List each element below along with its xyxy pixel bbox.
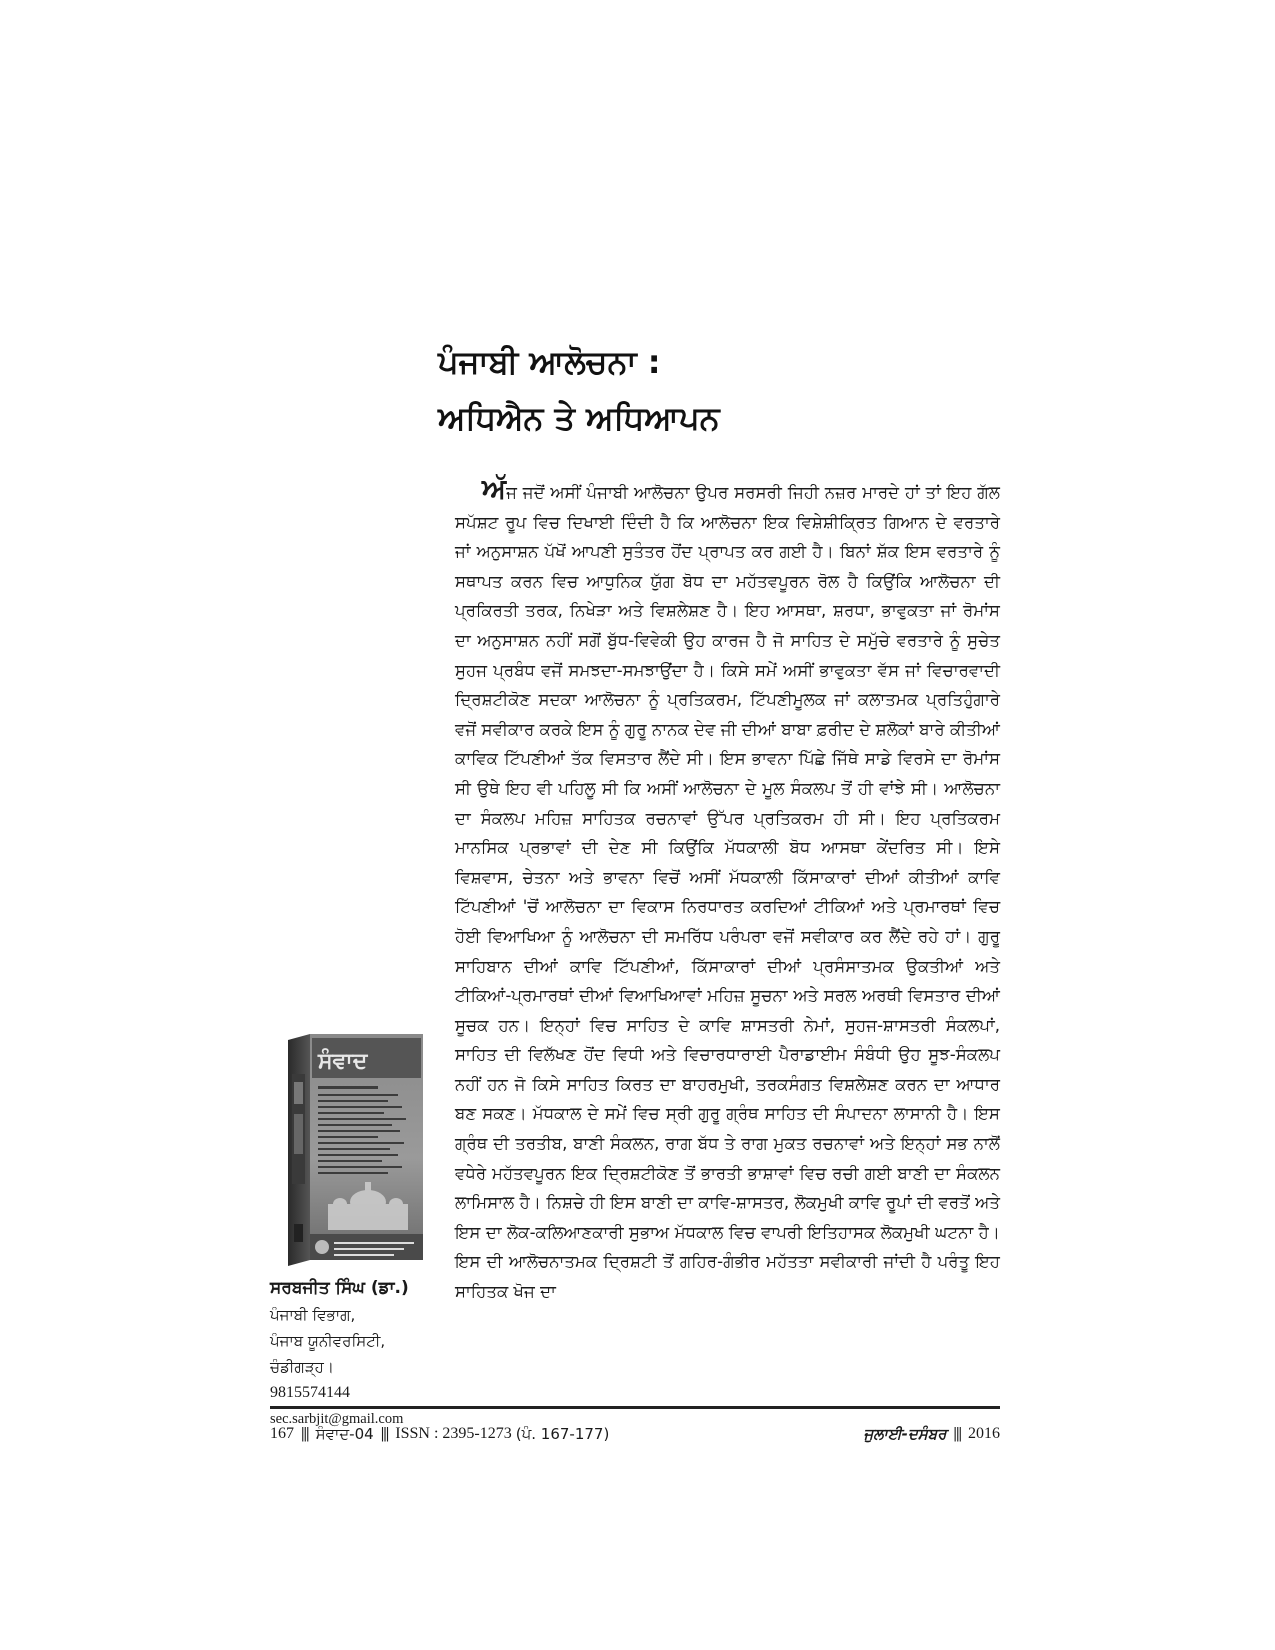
page-footer <box>270 1419 1000 1449</box>
author-email: sec.sarbjit@gmail.com <box>270 1411 404 1427</box>
footer-separator: ||| <box>953 1425 961 1442</box>
article-body-text: ਜ ਜਦੋਂ ਅਸੀਂ ਪੰਜਾਬੀ ਆਲੋਚਨਾ ਉਪਰ ਸਰਸਰੀ ਜਿਹੀ ਨਜ਼ਰ ਮਾਰਦੇ ਹਾਂ ਤਾਂ ਇਹ ਗੱਲ ਸਪੱਸ਼ਟ ਰੂਪ ਵਿਚ ਦਿਖਾਈ ਦਿੰਦੀ ਹੈ ਕਿ ਆਲੋਚਨਾ ਇਕ ਵਿਸ਼ੇਸ਼ੀਕ੍ਰਿਤ ਗਿਆਨ ਦੇ ਵਰਤਾਰੇ ਜਾਂ ਅਨੁਸਾਸ਼ਨ ਪੱਖੋਂ ਆਪਣੀ ਸੁਤੰਤਰ ਹੋਂਦ ਪ੍ਰਾਪਤ ਕਰ ਗਈ ਹੈ। ਬਿਨਾਂ ਸ਼ੱਕ ਇਸ ਵਰਤਾਰੇ ਨੂੰ ਸਥਾਪਤ ਕਰਨ ਵਿਚ ਆਧੁਨਿਕ ਯੁੱਗ ਬੋਧ ਦਾ ਮਹੱਤਵਪੂਰਨ ਰੋਲ ਹੈ ਕਿਉਂਕਿ ਆਲੋਚਨਾ ਦੀ ਪ੍ਰਕਿਰਤੀ ਤਰਕ, ਨਿਖੇੜਾ ਅਤੇ ਵਿਸ਼ਲੇਸ਼ਣ ਹੈ। ਇਹ ਆਸਥਾ, ਸ਼ਰਧਾ, ਭਾਵੁਕਤਾ ਜਾਂ ਰੋਮਾਂਸ ਦਾ ਅਨੁਸਾਸ਼ਨ ਨਹੀਂ ਸਗੋਂ ਬੁੱਧ-ਵਿਵੇਕੀ ਉਹ ਕਾਰਜ ਹੈ ਜੋ ਸਾਹਿਤ ਦੇ ਸਮੁੱਚੇ ਵਰਤਾਰੇ ਨੂੰ ਸੁਚੇਤ ਸੁਹਜ ਪ੍ਰਬੰਧ ਵਜੋਂ ਸਮਝਦਾ-ਸਮਝਾਉਂਦਾ ਹੈ। ਕਿਸੇ ਸਮੇਂ ਅਸੀਂ ਭਾਵੁਕਤਾ ਵੱਸ ਜਾਂ ਵਿਚਾਰਵਾਦੀ ਦ੍ਰਿਸ਼ਟੀਕੋਣ ਸਦਕਾ ਆਲੋਚਨਾ ਨੂੰ ਪ੍ਰਤਿਕਰਮ, ਟਿੱਪਣੀਮੂਲਕ ਜਾਂ ਕਲਾਤਮਕ ਪ੍ਰਤਿਹੁੰਗਾਰੇ ਵਜੋਂ ਸਵੀਕਾਰ ਕਰਕੇ ਇਸ ਨੂੰ ਗੁਰੂ ਨਾਨਕ ਦੇਵ ਜੀ ਦੀਆਂ ਬਾਬਾ ਫ਼ਰੀਦ ਦੇ ਸ਼ਲੋਕਾਂ ਬਾਰੇ ਕੀਤੀਆਂ ਕਾਵਿਕ ਟਿੱਪਣੀਆਂ ਤੱਕ ਵਿਸਤਾਰ ਲੈਂਦੇ ਸੀ। ਇਸ ਭਾਵਨਾ ਪਿੱਛੇ ਜਿੱਥੇ ਸਾਡੇ ਵਿਰਸੇ ਦਾ ਰੋਮਾਂਸ ਸੀ ਉਥੇ ਇਹ ਵੀ ਪਹਿਲੂ ਸੀ ਕਿ ਅਸੀਂ ਆਲੋਚਨਾ ਦੇ ਮੂਲ ਸੰਕਲਪ ਤੋਂ ਹੀ ਵਾਂਝੇ ਸੀ। ਆਲੋਚਨਾ ਦਾ ਸੰਕਲਪ ਮਹਿਜ਼ ਸਾਹਿਤਕ ਰਚਨਾਵਾਂ ਉੱਪਰ ਪ੍ਰਤਿਕਰਮ ਹੀ ਸੀ। ਇਹ ਪ੍ਰਤਿਕਰਮ ਮਾਨਸਿਕ ਪ੍ਰਭਾਵਾਂ ਦੀ ਦੇਣ ਸੀ ਕਿਉਂਕਿ ਮੱਧਕਾਲੀ ਬੋਧ ਆਸਥਾ ਕੇਂਦਰਿਤ ਸੀ। ਇਸੇ ਵਿਸ਼ਵਾਸ, ਚੇਤਨਾ ਅਤੇ ਭਾਵਨਾ ਵਿਚੋਂ ਅਸੀਂ ਮੱਧਕਾਲੀ ਕਿੱਸਾਕਾਰਾਂ ਦੀਆਂ ਕੀਤੀਆਂ ਕਾਵਿ ਟਿੱਪਣੀਆਂ 'ਚੋਂ ਆਲੋਚਨਾ ਦਾ ਵਿਕਾਸ ਨਿਰਧਾਰਤ ਕਰਦਿਆਂ ਟੀਕਿਆਂ ਅਤੇ ਪ੍ਰਮਾਰਥਾਂ ਵਿਚ ਹੋਈ ਵਿਆਖਿਆ ਨੂੰ ਆਲੋਚਨਾ ਦੀ ਸਮਰਿੱਧ ਪਰੰਪਰਾ ਵਜੋਂ ਸਵੀਕਾਰ ਕਰ ਲੈਂਦੇ ਰਹੇ ਹਾਂ। ਗੁਰੂ ਸਾਹਿਬਾਨ ਦੀਆਂ ਕਾਵਿ ਟਿੱਪਣੀਆਂ, ਕਿੱਸਾਕਾਰਾਂ ਦੀਆਂ ਪ੍ਰਸੰਸਾਤਮਕ ਉਕਤੀਆਂ ਅਤੇ ਟੀਕਿਆਂ-ਪ੍ਰਮਾਰਥਾਂ ਦੀਆਂ ਵਿਆਖਿਆਵਾਂ ਮਹਿਜ਼ ਸੂਚਨਾ ਅਤੇ ਸਰਲ ਅਰਥੀ ਵਿਸਤਾਰ ਦੀਆਂ ਸੂਚਕ ਹਨ। ਇਨ੍ਹਾਂ ਵਿਚ ਸਾਹਿਤ ਦੇ ਕਾਵਿ ਸ਼ਾਸਤਰੀ ਨੇਮਾਂ, ਸੁਹਜ-ਸ਼ਾਸਤਰੀ ਸੰਕਲਪਾਂ, ਸਾਹਿਤ ਦੀ ਵਿਲੱਖਣ ਹੋਂਦ ਵਿਧੀ ਅਤੇ ਵਿਚਾਰਧਾਰਾਈ ਪੈਰਾਡਾਈਮ ਸੰਬੰਧੀ ਉਹ ਸੂਝ-ਸੰਕਲਪ ਨਹੀਂ ਹਨ ਜੋ ਕਿਸੇ ਸਾਹਿਤ ਕਿਰਤ ਦਾ ਬਾਹਰਮੁਖੀ, ਤਰਕਸੰਗਤ ਵਿਸ਼ਲੇਸ਼ਣ ਕਰਨ ਦਾ ਆਧਾਰ ਬਣ ਸਕਣ। ਮੱਧਕਾਲ ਦੇ ਸਮੇਂ ਵਿਚ ਸ੍ਰੀ ਗੁਰੂ ਗ੍ਰੰਥ ਸਾਹਿਤ ਦੀ ਸੰਪਾਦਨਾ ਲਾਸਾਨੀ ਹੈ। ਇਸ ਗ੍ਰੰਥ ਦੀ ਤਰਤੀਬ, ਬਾਣੀ ਸੰਕਲਨ, ਰਾਗ ਬੱਧ ਤੇ ਰਾਗ ਮੁਕਤ ਰਚਨਾਵਾਂ ਅਤੇ ਇਨ੍ਹਾਂ ਸਭ ਨਾਲੋਂ ਵਧੇਰੇ ਮਹੱਤਵਪੂਰਨ ਇਕ ਦ੍ਰਿਸ਼ਟੀਕੋਣ ਤੋਂ ਭਾਰਤੀ ਭਾਸ਼ਾਵਾਂ ਵਿਚ ਰਚੀ ਗਈ ਬਾਣੀ ਦਾ ਸੰਕਲਨ ਲਾਮਿਸਾਲ ਹੈ। ਨਿਸ਼ਚੇ ਹੀ ਇਸ ਬਾਣੀ ਦਾ ਕਾਵਿ-ਸ਼ਾਸਤਰ, ਲੋਕਮੁਖੀ ਕਾਵਿ ਰੂਪਾਂ ਦੀ ਵਰਤੋਂ ਅਤੇ ਇਸ ਦਾ ਲੋਕ-ਕਲਿਆਣਕਾਰੀ ਸੁਭਾਅ ਮੱਧਕਾਲ ਵਿਚ ਵਾਪਰੀ ਇਤਿਹਾਸਕ ਲੋਕਮੁਖੀ ਘਟਨਾ ਹੈ। ਇਸ ਦੀ ਆਲੋਚਨਾਤਮਕ ਦ੍ਰਿਸ਼ਟੀ ਤੋਂ ਗਹਿਰ-ਗੰਭੀਰ ਮਹੱਤਤਾ ਸਵੀਕਾਰੀ ਜਾਂਦੀ ਹੈ ਪਰੰਤੂ ਇਹ ਸਾਹਿਤਕ ਖੋਜ ਦਾ <box>455 483 1000 1302</box>
author-phone: 9815574144 <box>270 1384 350 1401</box>
footer-separator: ||| <box>301 1425 309 1442</box>
article-body <box>455 472 1000 1307</box>
footer-divider <box>270 1406 1000 1409</box>
drop-cap: ਅੱ <box>482 472 507 505</box>
issn: ISSN : 2395-1273 <box>395 1425 512 1442</box>
author-name: ਸਰਬਜੀਤ ਸਿੰਘ (ਡਾ.) <box>270 1278 409 1298</box>
article-title <box>438 334 998 446</box>
journal-cover-image <box>288 1034 423 1266</box>
cover-masthead: ਸੰਵਾਦ <box>318 1049 368 1074</box>
page-number: 167 <box>270 1425 294 1442</box>
article-title-line-2: ਅਧਿਐਨ ਤੇ ਅਧਿਆਪਨ <box>438 399 720 437</box>
author-university: ਪੰਜਾਬ ਯੂਨੀਵਰਸਿਟੀ, <box>270 1332 386 1350</box>
issue-year: 2016 <box>968 1425 1000 1442</box>
article-title-line-1: ਪੰਜਾਬੀ ਆਲੋਚਨਾ : <box>438 343 661 381</box>
page-range: (ਪੰ. 167-177) <box>515 1425 610 1443</box>
journal-name: ਸੰਵਾਦ-04 <box>315 1425 374 1443</box>
author-city: ਚੰਡੀਗੜ੍ਹ। <box>270 1358 334 1376</box>
author-department: ਪੰਜਾਬੀ ਵਿਭਾਗ, <box>270 1306 356 1324</box>
footer-separator: ||| <box>380 1425 389 1442</box>
issue-period: ਜੁਲਾਈ-ਦਸੰਬਰ <box>863 1425 947 1443</box>
